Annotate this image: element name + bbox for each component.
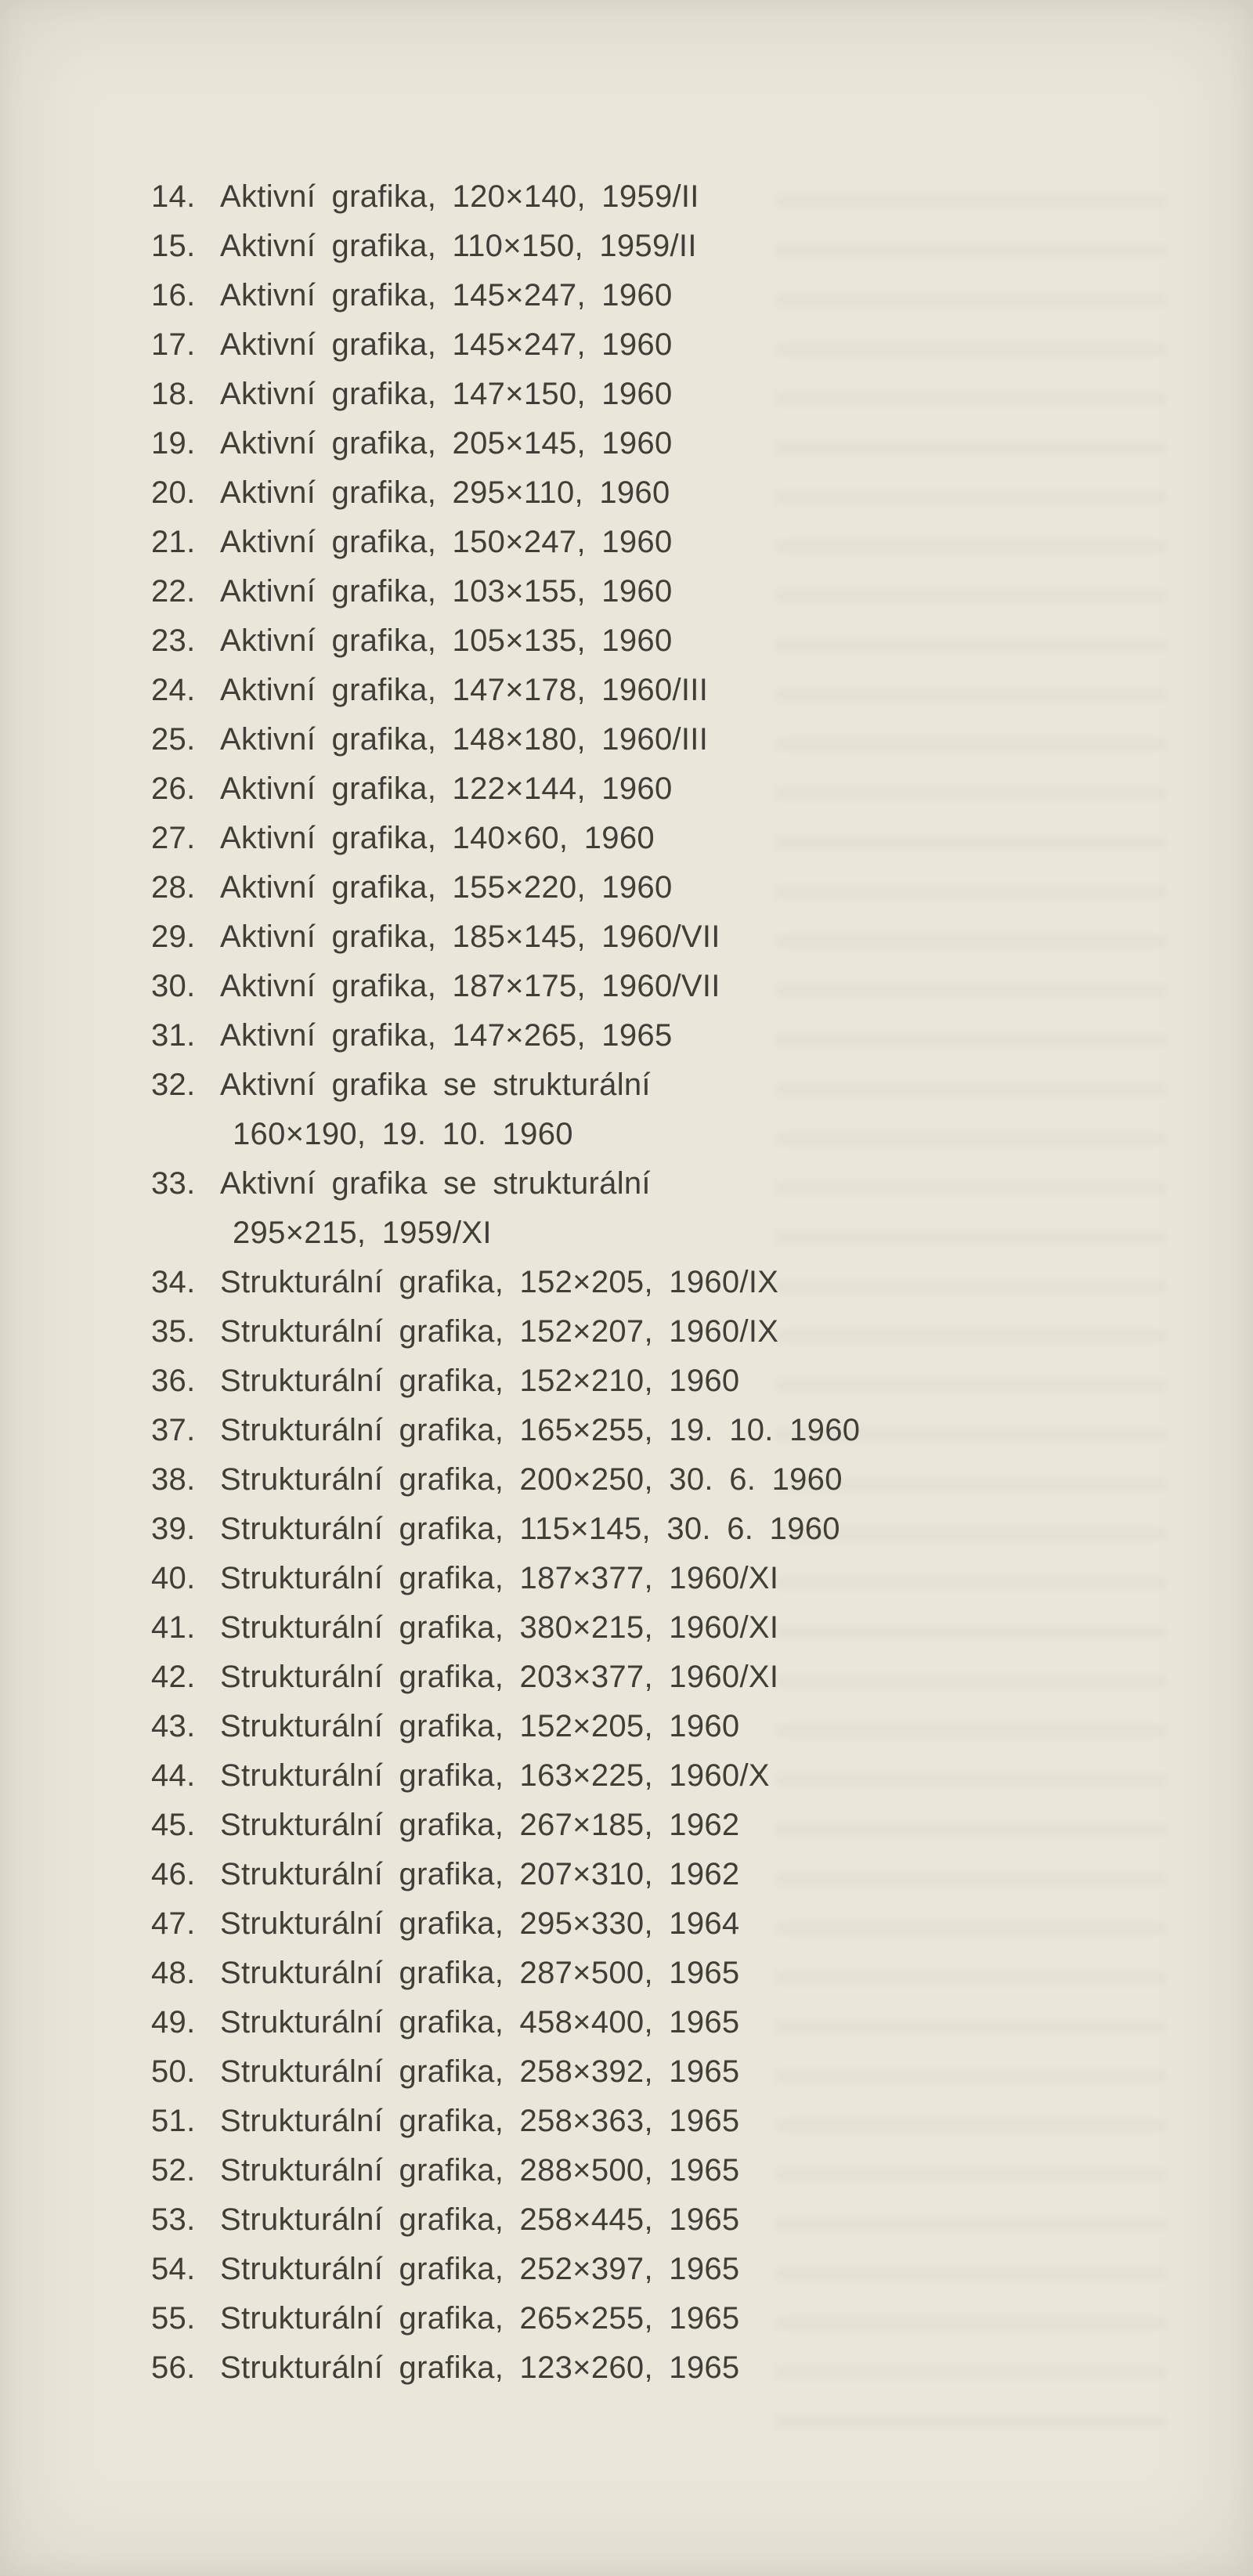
entry-line1: Strukturální grafika, 163×225, 1960/X — [220, 1758, 770, 1793]
catalog-entry — [151, 1406, 1206, 1455]
entry-text — [220, 1455, 1206, 1505]
entry-number: 31. — [151, 1018, 196, 1053]
entry-line1: Strukturální grafika, 152×205, 1960/IX — [220, 1265, 779, 1299]
entry-text — [220, 1801, 1206, 1850]
entry-line1: Aktivní grafika, 205×145, 1960 — [220, 426, 673, 461]
entry-text — [220, 1011, 1206, 1060]
entry-line1: Aktivní grafika, 185×145, 1960/VII — [220, 919, 720, 954]
entry-line1: Strukturální grafika, 295×330, 1964 — [220, 1906, 740, 1941]
catalog-entry — [151, 2146, 1206, 2195]
entry-number: 46. — [151, 1857, 196, 1891]
catalog-entry — [151, 962, 1206, 1011]
entry-number: 24. — [151, 673, 196, 707]
entry-text — [220, 1702, 1206, 1751]
entry-line1: Aktivní grafika, 105×135, 1960 — [220, 623, 673, 658]
entry-line1: Aktivní grafika, 103×155, 1960 — [220, 574, 673, 609]
catalog-entry — [151, 863, 1206, 912]
entry-number: 34. — [151, 1265, 196, 1299]
entry-number: 30. — [151, 969, 196, 1003]
entry-number: 16. — [151, 278, 196, 313]
entry-line1: Aktivní grafika, 147×178, 1960/III — [220, 673, 709, 707]
entry-text — [220, 1406, 1206, 1455]
entry-number: 14. — [151, 179, 196, 214]
catalog-entry — [151, 1011, 1206, 1060]
entry-number: 19. — [151, 426, 196, 461]
entry-continuation: 160×190, 19. 10. 1960 — [233, 1117, 573, 1151]
entry-text — [220, 1554, 1206, 1603]
entry-number: 25. — [151, 722, 196, 757]
entry-text — [220, 912, 1206, 962]
entry-text — [220, 2245, 1206, 2294]
entry-line1: Strukturální grafika, 380×215, 1960/XI — [220, 1610, 779, 1645]
entry-number: 18. — [151, 377, 196, 411]
catalog-entry — [151, 222, 1206, 271]
entry-line1: Aktivní grafika, 147×265, 1965 — [220, 1018, 673, 1053]
entry-text — [220, 1653, 1206, 1702]
entry-number: 56. — [151, 2350, 196, 2385]
entry-text — [220, 1850, 1206, 1899]
catalog-entry — [151, 567, 1206, 616]
entry-number: 27. — [151, 821, 196, 855]
entry-text — [220, 271, 1206, 320]
entry-number: 21. — [151, 525, 196, 559]
entry-line1: Strukturální grafika, 187×377, 1960/XI — [220, 1561, 779, 1595]
catalog-entry — [151, 1603, 1206, 1653]
entry-number: 53. — [151, 2202, 196, 2237]
entry-number: 40. — [151, 1561, 196, 1595]
entry-text — [220, 172, 1206, 222]
entry-line1: Aktivní grafika, 120×140, 1959/II — [220, 179, 699, 214]
entry-number: 48. — [151, 1956, 196, 1990]
entry-text — [220, 1060, 1206, 1159]
entry-line1: Aktivní grafika, 145×247, 1960 — [220, 278, 673, 313]
entry-text — [220, 2343, 1206, 2393]
entry-line1: Aktivní grafika se strukturální — [220, 1166, 651, 1201]
entry-text — [220, 1949, 1206, 1998]
entry-number: 43. — [151, 1709, 196, 1743]
entry-line1: Strukturální grafika, 287×500, 1965 — [220, 1956, 740, 1990]
entry-number: 42. — [151, 1660, 196, 1694]
entry-text — [220, 2195, 1206, 2245]
entry-line1: Strukturální grafika, 267×185, 1962 — [220, 1808, 740, 1842]
entry-line1: Strukturální grafika, 152×210, 1960 — [220, 1364, 740, 1398]
entry-number: 50. — [151, 2054, 196, 2089]
catalog-entry — [151, 271, 1206, 320]
catalog-entry — [151, 814, 1206, 863]
entry-text — [220, 666, 1206, 715]
entry-number: 29. — [151, 919, 196, 954]
catalog-entry — [151, 370, 1206, 419]
catalog-entry — [151, 1801, 1206, 1850]
entry-line1: Aktivní grafika, 147×150, 1960 — [220, 377, 673, 411]
catalog-entry — [151, 1850, 1206, 1899]
entry-text — [220, 1998, 1206, 2047]
entry-text — [220, 518, 1206, 567]
catalog-entry — [151, 1357, 1206, 1406]
entry-text — [220, 715, 1206, 764]
entry-line1: Strukturální grafika, 258×445, 1965 — [220, 2202, 740, 2237]
catalog-entry — [151, 2245, 1206, 2294]
entry-line1: Strukturální grafika, 288×500, 1965 — [220, 2153, 740, 2188]
catalog-entry — [151, 1653, 1206, 1702]
entry-line1: Strukturální grafika, 165×255, 19. 10. 1960 — [220, 1413, 861, 1447]
catalog-entry — [151, 2195, 1206, 2245]
catalog-entry — [151, 1554, 1206, 1603]
catalog-entry — [151, 1307, 1206, 1357]
entry-number: 20. — [151, 475, 196, 510]
entry-line1: Strukturální grafika, 152×205, 1960 — [220, 1709, 740, 1743]
catalog-entry — [151, 1702, 1206, 1751]
entry-number: 15. — [151, 229, 196, 263]
entry-line1: Aktivní grafika, 295×110, 1960 — [220, 475, 670, 510]
entry-text — [220, 567, 1206, 616]
entry-number: 23. — [151, 623, 196, 658]
catalog-entry — [151, 1060, 1206, 1159]
entry-text — [220, 2294, 1206, 2343]
entry-line1: Strukturální grafika, 203×377, 1960/XI — [220, 1660, 779, 1694]
catalog-entry — [151, 468, 1206, 518]
catalog-entry — [151, 172, 1206, 222]
catalog-entry — [151, 2294, 1206, 2343]
catalog-entry — [151, 320, 1206, 370]
catalog-entry — [151, 2343, 1206, 2393]
entry-line1: Aktivní grafika, 187×175, 1960/VII — [220, 969, 720, 1003]
entry-text — [220, 320, 1206, 370]
entry-text — [220, 814, 1206, 863]
entry-line1: Aktivní grafika, 148×180, 1960/III — [220, 722, 709, 757]
entry-line1: Aktivní grafika, 110×150, 1959/II — [220, 229, 697, 263]
entry-line1: Strukturální grafika, 458×400, 1965 — [220, 2005, 740, 2039]
entry-number: 17. — [151, 327, 196, 362]
entry-line1: Aktivní grafika se strukturální — [220, 1068, 651, 1102]
entry-number: 49. — [151, 2005, 196, 2039]
catalog-entry — [151, 715, 1206, 764]
entry-text — [220, 616, 1206, 666]
catalog-entry — [151, 616, 1206, 666]
entry-line1: Aktivní grafika, 150×247, 1960 — [220, 525, 673, 559]
entry-line1: Strukturální grafika, 258×392, 1965 — [220, 2054, 740, 2089]
entry-number: 41. — [151, 1610, 196, 1645]
entry-number: 55. — [151, 2301, 196, 2336]
entry-number: 22. — [151, 574, 196, 609]
entry-number: 28. — [151, 870, 196, 905]
catalog-entry — [151, 419, 1206, 468]
entry-text — [220, 764, 1206, 814]
entry-continuation: 295×215, 1959/XI — [233, 1216, 492, 1250]
entry-text — [220, 2097, 1206, 2146]
entry-number: 26. — [151, 771, 196, 806]
entry-text — [220, 419, 1206, 468]
catalog-entry — [151, 1455, 1206, 1505]
entry-text — [220, 1357, 1206, 1406]
catalog-entry — [151, 1998, 1206, 2047]
entry-text — [220, 962, 1206, 1011]
entry-number: 44. — [151, 1758, 196, 1793]
entry-number: 39. — [151, 1512, 196, 1546]
entry-number: 54. — [151, 2252, 196, 2286]
entry-text — [220, 1307, 1206, 1357]
entry-number: 37. — [151, 1413, 196, 1447]
entry-text — [220, 370, 1206, 419]
entry-text — [220, 1603, 1206, 1653]
catalog-entry — [151, 666, 1206, 715]
catalog-entry — [151, 764, 1206, 814]
entry-line1: Strukturální grafika, 115×145, 30. 6. 1960 — [220, 1512, 840, 1546]
catalog-entry — [151, 1751, 1206, 1801]
entry-number: 38. — [151, 1462, 196, 1497]
entry-text — [220, 2047, 1206, 2097]
entry-number: 45. — [151, 1808, 196, 1842]
entry-text — [220, 2146, 1206, 2195]
entry-line1: Aktivní grafika, 155×220, 1960 — [220, 870, 673, 905]
catalog-entry — [151, 518, 1206, 567]
catalog-entry — [151, 1949, 1206, 1998]
entry-line1: Strukturální grafika, 207×310, 1962 — [220, 1857, 740, 1891]
entry-line1: Strukturální grafika, 265×255, 1965 — [220, 2301, 740, 2336]
catalog-entry — [151, 2047, 1206, 2097]
entry-number: 36. — [151, 1364, 196, 1398]
catalog-entry — [151, 912, 1206, 962]
entry-text — [220, 1159, 1206, 1258]
entry-text — [220, 1505, 1206, 1554]
entry-text — [220, 1258, 1206, 1307]
entry-text — [220, 468, 1206, 518]
entry-line1: Strukturální grafika, 252×397, 1965 — [220, 2252, 740, 2286]
catalog-entry — [151, 2097, 1206, 2146]
entry-text — [220, 1899, 1206, 1949]
catalog-entry — [151, 1258, 1206, 1307]
entry-line1: Aktivní grafika, 140×60, 1960 — [220, 821, 655, 855]
entry-text — [220, 863, 1206, 912]
entry-line1: Strukturální grafika, 123×260, 1965 — [220, 2350, 740, 2385]
entry-number: 52. — [151, 2153, 196, 2188]
catalog-entry — [151, 1159, 1206, 1258]
entry-line1: Aktivní grafika, 145×247, 1960 — [220, 327, 673, 362]
entry-line1: Strukturální grafika, 200×250, 30. 6. 1960 — [220, 1462, 843, 1497]
entry-text — [220, 222, 1206, 271]
entry-number: 32. — [151, 1068, 196, 1102]
entry-text — [220, 1751, 1206, 1801]
entry-number: 35. — [151, 1314, 196, 1349]
entry-line1: Strukturální grafika, 152×207, 1960/IX — [220, 1314, 779, 1349]
entry-number: 47. — [151, 1906, 196, 1941]
catalog-entry — [151, 1899, 1206, 1949]
entry-number: 33. — [151, 1166, 196, 1201]
entry-number: 51. — [151, 2104, 196, 2138]
entry-line1: Strukturální grafika, 258×363, 1965 — [220, 2104, 740, 2138]
entry-line1: Aktivní grafika, 122×144, 1960 — [220, 771, 673, 806]
catalog-entry — [151, 1505, 1206, 1554]
